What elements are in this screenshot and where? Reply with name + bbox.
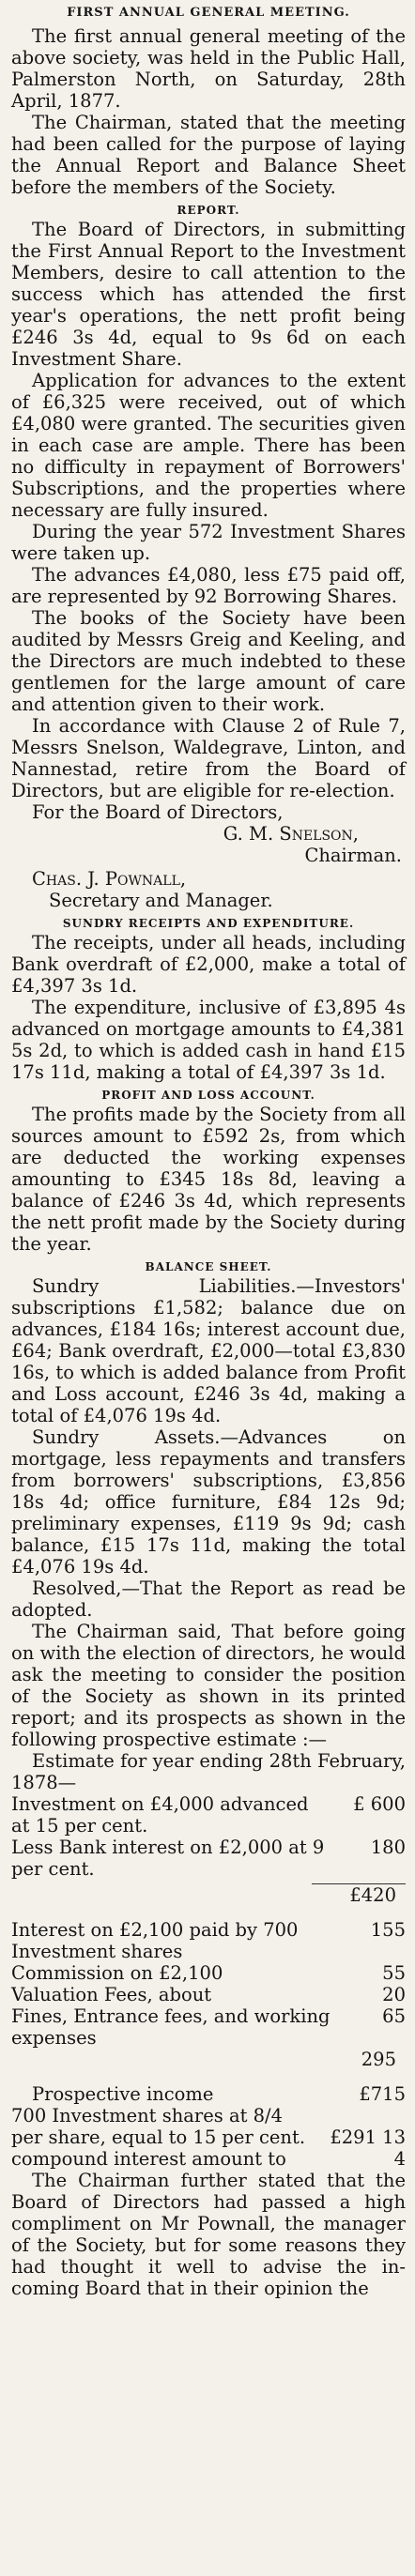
estimate-row — [11, 1837, 406, 1880]
cost-label: Fines, Entrance fees, and working expenses — [11, 2005, 330, 2049]
estimate-amount: £ 600 — [353, 1793, 406, 1815]
report-paragraph: The books of the Society have been audited by Messrs Greig and Keeling, and the Directors are much indebted to these gentlemen for the large amount of care and attention given to their work. — [11, 607, 406, 715]
estimate-table — [11, 1793, 406, 2170]
sundry-paragraph: The receipts, under all heads, including Bank overdraft of £2,000, make a total of £4,397 3s 1d. — [11, 932, 406, 997]
estimate-label: Investment on £4,000 advanced at 15 per cent. — [11, 1793, 309, 1837]
cost-label: Valuation Fees, about — [11, 1984, 212, 2005]
report-heading: REPORT. — [177, 204, 240, 217]
chairman-title: Chairman. — [304, 845, 402, 866]
intro-paragraph: The first annual general meeting of the above society, was held in the Public Hall, Palmerston North, on Saturday, 28th April, 1877. — [11, 25, 406, 112]
estimate-subtotal: £420 — [349, 1884, 396, 1906]
balance-sheet-paragraph: Sundry Assets.—Advances on mortgage, less repayments and transfers from borrowers' subscriptions, £3,856 18s 4d; office furniture, £84 12s 9d; preliminary expenses, £119 9s 9d; cash balance, £15 17s 11d, making the total £4,076 19s 4d. — [11, 1426, 406, 1578]
cost-row — [11, 1962, 406, 1984]
currency-mark: £ — [353, 1793, 365, 1815]
chairman-remarks-paragraph: The Chairman said, That before going on with the election of directors, he would ask the meeting to consider the position of the Society as shown in its printed report; and its prospects as shown in the following prospective estimate :— — [11, 1621, 406, 1750]
report-paragraph: The advances £4,080, less £75 paid off, are represented by 92 Borrowing Shares. — [11, 564, 406, 607]
balance-sheet-heading: BALANCE SHEET. — [145, 1260, 272, 1273]
chairman-signature — [11, 823, 406, 845]
report-paragraph: During the year 572 Investment Shares were taken up. — [11, 521, 406, 564]
cost-amount: 20 — [382, 1984, 406, 2005]
estimate-intro: Estimate for year ending 28th February, 1878— — [11, 1750, 406, 1793]
profit-loss-paragraph: The profits made by the Society from all sources amount to £592 2s, from which are deducted the working expenses amounting to £345 18s 8d, leaving a balance of £246 3s 4d, which represents the nett profit made by the Society during the year. — [11, 1104, 406, 1255]
resolution-paragraph: Resolved,—That the Report as read be adopted. — [11, 1578, 406, 1621]
cost-row — [11, 1919, 406, 1962]
cost-amount: 55 — [382, 1962, 406, 1984]
closing-paragraph: The Chairman further stated that the Board of Directors had passed a high compliment on Mr Pownall, the manager of the Society, but for some reasons they had thought it well to advise the in-coming Board that in their opinion the — [11, 2170, 406, 2299]
estimate-row — [11, 1793, 406, 1837]
shares-row — [11, 2105, 406, 2170]
spacer — [11, 1906, 406, 1919]
sign-off: For the Board of Directors, — [32, 801, 284, 823]
cost-row — [11, 1984, 406, 2005]
shares-label: 700 Investment shares at 8/4 per share, equal to 15 per cent. compound interest amount to — [11, 2105, 306, 2170]
cost-label: Commission on £2,100 — [11, 1962, 223, 1984]
report-paragraph: The Board of Directors, in submitting the First Annual Report to the Investment Members, desire to call attention to the success which has attended the first year's operations, the nett profit being £246 3s 4d, equal to 9s 6d on each Investment Share. — [11, 219, 406, 370]
secretary-name: Chas. J. Pownall, — [32, 868, 187, 890]
estimate-amount: 180 — [370, 1837, 406, 1858]
cost-amount: 155 — [370, 1919, 406, 1941]
cost-label: Interest on £2,100 paid by 700 Investment shares — [11, 1919, 299, 1962]
sundry-paragraph: The expenditure, inclusive of £3,895 4s advanced on mortgage amounts to £4,381 5s 2d, to which is added cash in hand £15 17s 11d, making a total of £4,397 3s 1d. — [11, 997, 406, 1083]
chairman-intro-paragraph: The Chairman, stated that the meeting had been called for the purpose of laying the Annual Report and Balance Sheet before the members of the Society. — [11, 112, 406, 198]
shares-amount: £291 13 4 — [330, 2126, 406, 2170]
report-paragraph: In accordance with Clause 2 of Rule 7, Messrs Snelson, Waldegrave, Linton, and Nannestad, retire from the Board of Directors, but are eligible for re-election. — [11, 715, 406, 801]
profit-loss-heading: PROFIT AND LOSS ACCOUNT. — [101, 1089, 315, 1102]
report-paragraph: Application for advances to the extent of £6,325 were received, out of which £4,080 were granted. The securities given in each case are ample. There has been no difficulty in repayment of Borrowers' Subscriptions, and the properties where necessary are fully insured. — [11, 370, 406, 521]
prospective-amount: £715 — [359, 2083, 406, 2105]
prospective-row — [11, 2083, 406, 2105]
chairman-name: G. M. Snelson, — [223, 823, 359, 845]
spacer — [11, 2070, 406, 2083]
secretary-title: Secretary and Manager. — [49, 890, 273, 911]
costs-total: 295 — [361, 2049, 396, 2070]
cost-amount: 65 — [382, 2005, 406, 2027]
cost-row — [11, 2005, 406, 2049]
estimate-label: Less Bank interest on £2,000 at 9 per cent. — [11, 1837, 325, 1880]
prospective-label: Prospective income — [32, 2083, 214, 2105]
sundry-heading: SUNDRY RECEIPTS AND EXPENDITURE. — [62, 917, 355, 930]
balance-sheet-paragraph: Sundry Liabilities.—Investors' subscriptions £1,582; balance due on advances, £184 16s; interest account due, £64; Bank overdraft, £2,000—total £3,830 16s, to which is added balance from Profit and Loss account, £246 3s 4d, making a total of £4,076 19s 4d. — [11, 1275, 406, 1426]
article-heading: FIRST ANNUAL GENERAL MEETING. — [67, 6, 350, 20]
